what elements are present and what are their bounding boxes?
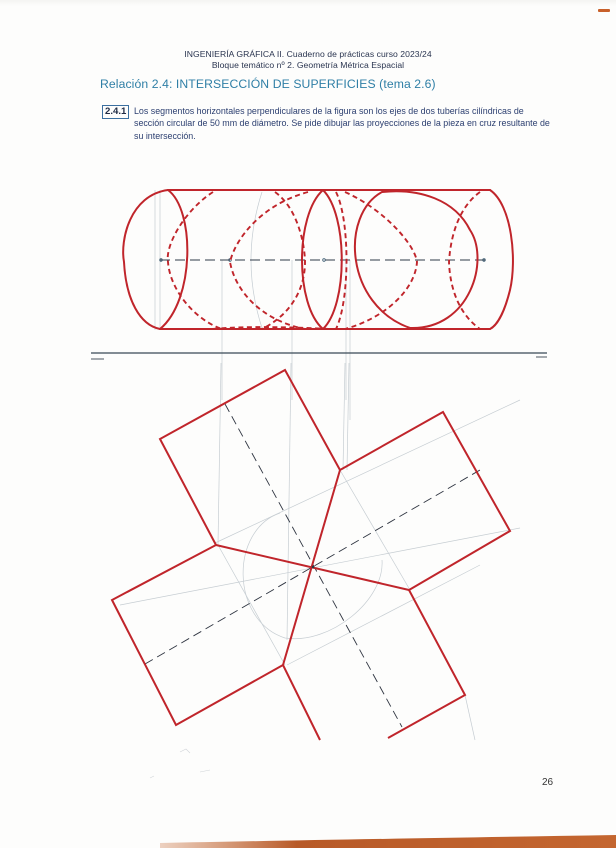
pencil-smudges — [150, 749, 210, 778]
section-title: Relación 2.4: INTERSECCIÓN DE SUPERFICIES (tema 2.6) — [100, 77, 436, 91]
ground-line — [91, 353, 547, 359]
cylinder-outline — [123, 190, 513, 329]
page-bottom-edge — [160, 832, 616, 848]
plan-view — [112, 363, 520, 740]
problem-statement: Los segmentos horizontales perpendiculares de la figura son los ejes de dos tuberías cilíndricas de sección circular de 50 mm de diámetro. Se pide dibujar las proyecciones de la pieza en cruz resultante de su intersección. — [134, 106, 550, 141]
problem-number: 2.4.1 — [102, 105, 129, 119]
page-number: 26 — [542, 777, 554, 788]
elevation-view — [123, 190, 513, 420]
hidden-intersection-curves — [168, 192, 480, 329]
center-point — [312, 566, 315, 569]
header-block-line: Bloque temático nº 2. Geometría Métrica Espacial — [211, 60, 405, 70]
header-course-line: INGENIERÍA GRÁFICA II. Cuaderno de prácticas curso 2023/24 — [184, 49, 432, 59]
construction-lines — [120, 363, 520, 740]
cross-outline — [112, 370, 510, 740]
